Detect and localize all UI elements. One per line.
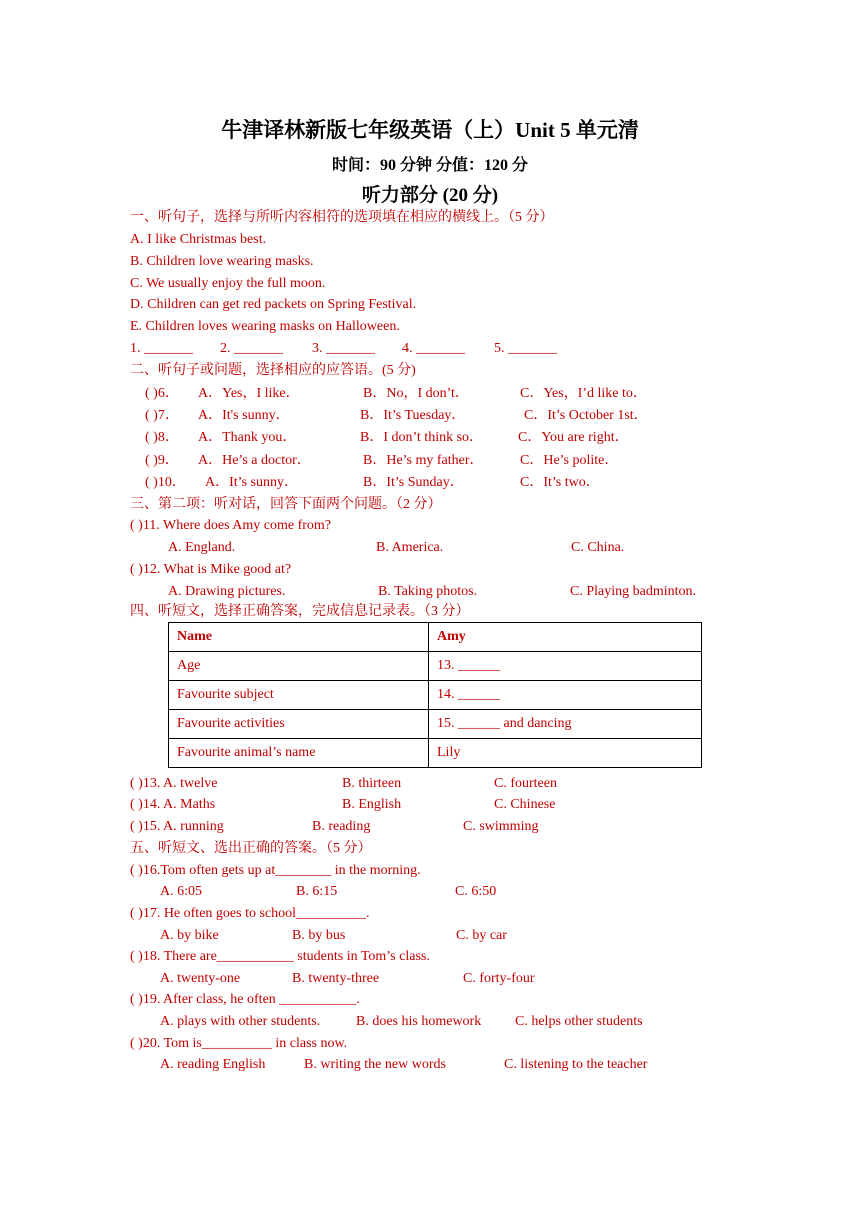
blank-4: 4. _______ [402,341,465,356]
answer-choice: C．You are right． [518,430,629,445]
table-cell: 13. ______ [429,652,702,681]
answer-choice: B. twenty-three [292,971,380,986]
section-1-heading: 一、听句子，选择与所听内容相符的选项填在相应的横线上。（5 分） [130,210,554,225]
listening-part-title: 听力部分 (20 分) [361,185,499,206]
question-stem: ( )16.Tom often gets up at________ in the morning. [130,863,421,878]
answer-choice: C．Yes，I’d like to． [520,386,647,401]
answer-choice: C. China. [571,540,625,555]
answer-choice: C. by car [456,928,507,943]
table-row [169,652,702,681]
option-e: E. Children loves wearing masks on Halloween. [130,319,400,334]
section-2-heading: 二、听句子或问题，选择相应的应答语。(5 分) [130,363,416,378]
blank-1: 1. _______ [130,341,193,356]
answer-choice: A．He’s a doctor． [198,453,311,468]
answer-choice: A. reading English [160,1057,266,1072]
answer-choice: C．It’s two． [520,475,600,490]
answer-choice: B. 6:15 [296,884,338,899]
question-stem: ( )20. Tom is__________ in class now. [130,1036,348,1051]
answer-choice: B．He’s my father． [363,453,484,468]
blank-3: 3. _______ [312,341,375,356]
answer-choice: B．It’s Tuesday． [360,408,466,423]
section-4-heading: 四、听短文，选择正确答案，完成信息记录表。（3 分） [130,604,470,619]
answer-choice: A. Drawing pictures. [168,584,286,599]
table-cell: Amy [429,623,702,652]
answer-choice: B．No，I don’t． [363,386,469,401]
answer-choice: C．It’s October 1st． [524,408,648,423]
table-cell: Favourite subject [169,681,429,710]
blank-5: 5. _______ [494,341,557,356]
question-stem: ( )15. A. running [130,819,224,834]
question-number: ( )7． [145,408,179,423]
answer-choice: C. forty-four [463,971,535,986]
page-title: 牛津译林新版七年级英语（上）Unit 5 单元清 [221,118,639,142]
answer-choice: B．I don’t think so． [360,430,484,445]
question-stem: ( )19. After class, he often ___________. [130,992,360,1007]
answer-choice: C. fourteen [494,776,557,791]
answer-choice: B. America. [376,540,444,555]
answer-choice: C. Playing badminton. [570,584,696,599]
answer-choice: C．He’s polite． [520,453,619,468]
answer-choice: A. England. [168,540,236,555]
table-cell: 14. ______ [429,681,702,710]
answer-choice: A. twenty-one [160,971,241,986]
answer-choice: B. by bus [292,928,346,943]
option-a: A. I like Christmas best. [130,232,267,247]
table-row [169,739,702,768]
question-number: ( )8． [145,430,179,445]
answer-choice: C. listening to the teacher [504,1057,648,1072]
table-row [169,681,702,710]
option-d: D. Children can get red packets on Spring Festival. [130,297,417,312]
table-cell: Name [169,623,429,652]
answer-choice: C. swimming [463,819,539,834]
option-b: B. Children love wearing masks. [130,254,314,269]
answer-choice: C. Chinese [494,797,556,812]
answer-choice: B. English [342,797,402,812]
table-cell: 15. ______ and dancing [429,710,702,739]
answer-choice: B. thirteen [342,776,402,791]
answer-choice: A．Yes，I like． [198,386,300,401]
section-5-heading: 五、听短文、选出正确的答案。（5 分） [130,841,372,856]
question-number: ( )6． [145,386,179,401]
question-stem: ( )11. Where does Amy come from? [130,518,331,533]
table-cell: Age [169,652,429,681]
answer-choice: A. by bike [160,928,219,943]
time-score-line: 时间：90 分钟 分值：120 分 [331,157,528,174]
table-cell: Favourite animal’s name [169,739,429,768]
table-row [169,710,702,739]
question-stem: ( )13. A. twelve [130,776,218,791]
answer-choice: A．Thank you． [198,430,297,445]
question-number: ( )10． [145,475,186,490]
question-stem: ( )17. He often goes to school__________. [130,906,370,921]
answer-choice: B. Taking photos. [378,584,478,599]
question-stem: ( )12. What is Mike good at? [130,562,292,577]
answer-choice: A．It’s sunny． [205,475,298,490]
table-cell: Favourite activities [169,710,429,739]
answer-choice: B. does his homework [356,1014,482,1029]
question-stem: ( )14. A. Maths [130,797,216,812]
table-cell: Lily [429,739,702,768]
info-record-table [168,622,702,768]
answer-choice: B. reading [312,819,371,834]
answer-choice: A．It's sunny． [198,408,290,423]
answer-choice: A. plays with other students. [160,1014,321,1029]
option-c: C. We usually enjoy the full moon. [130,276,326,291]
section-3-heading: 三、第二项：听对话，回答下面两个问题。（2 分） [130,497,442,512]
table-header-row [169,623,702,652]
answer-choice: C. 6:50 [455,884,497,899]
answer-choice: B. writing the new words [304,1057,446,1072]
answer-choice: B．It’s Sunday． [363,475,464,490]
blank-2: 2. _______ [220,341,283,356]
question-number: ( )9． [145,453,179,468]
question-stem: ( )18. There are___________ students in Tom’s class. [130,949,430,964]
answer-choice: C. helps other students [515,1014,643,1029]
answer-choice: A. 6:05 [160,884,202,899]
